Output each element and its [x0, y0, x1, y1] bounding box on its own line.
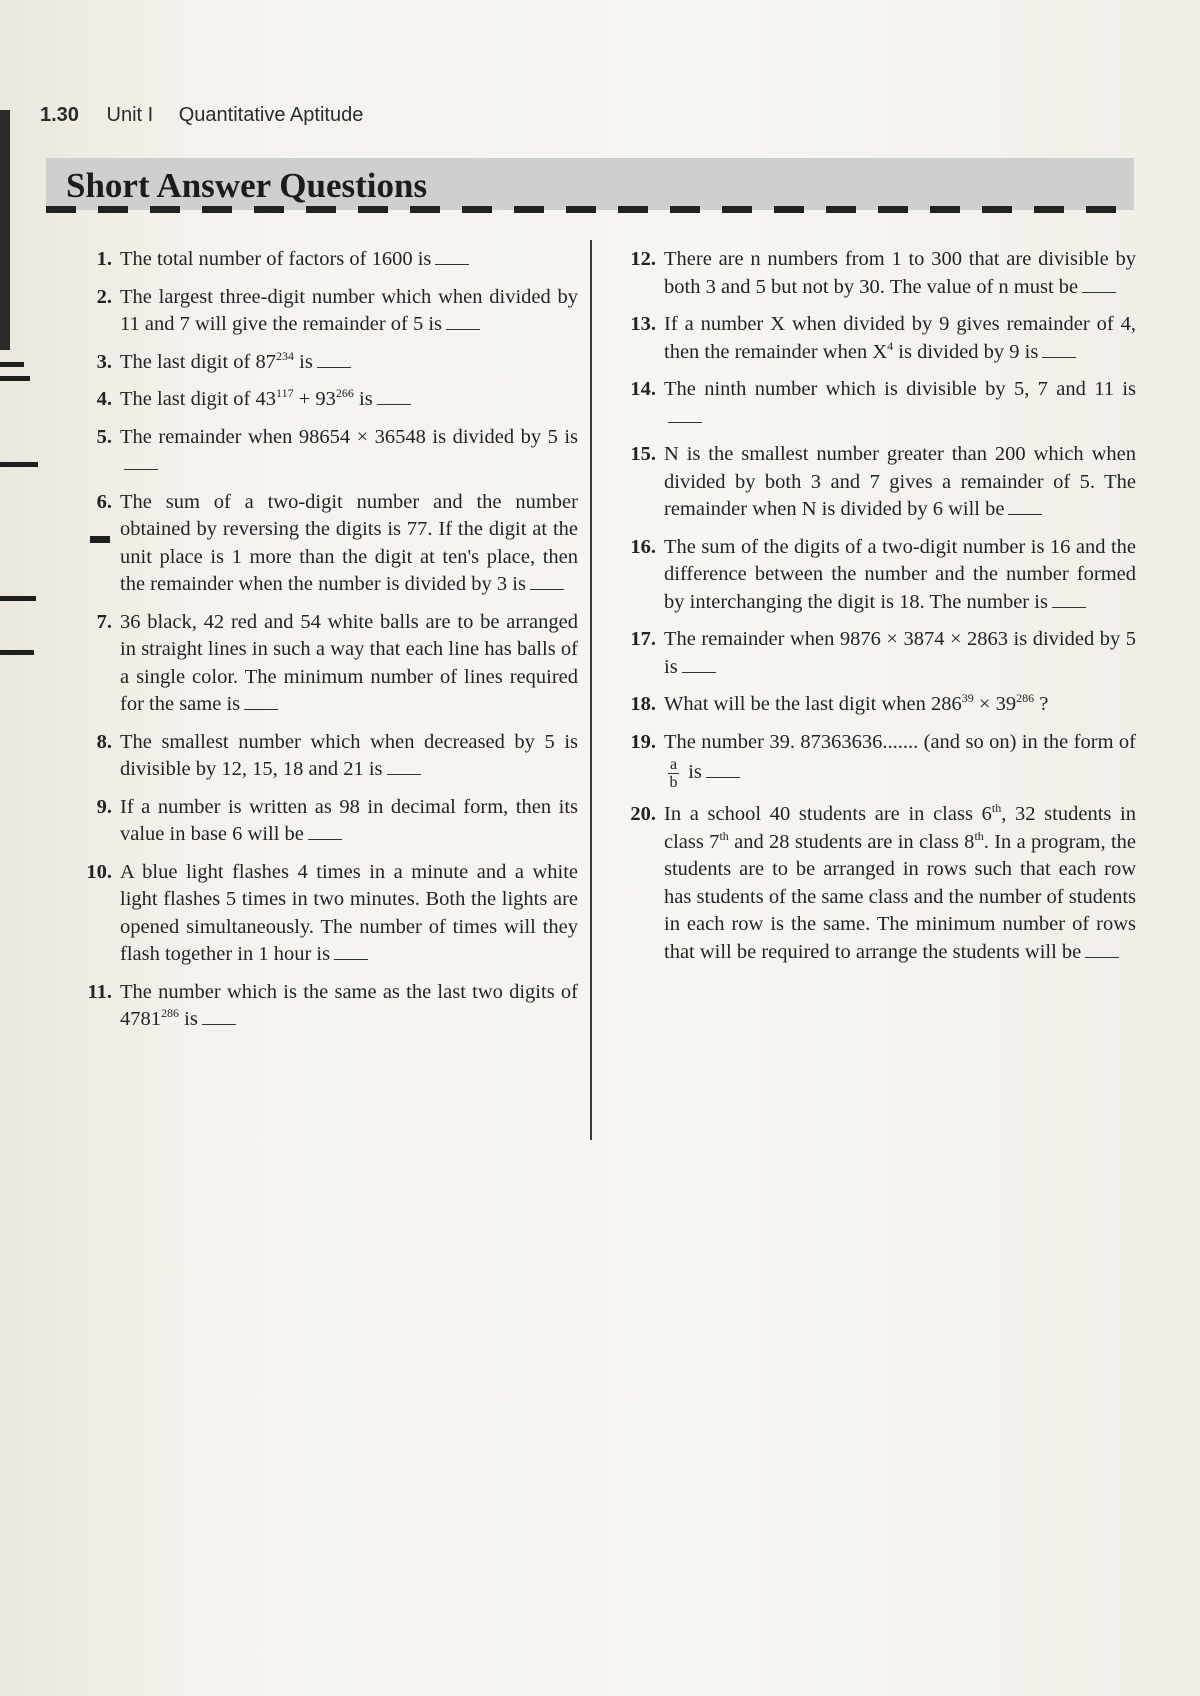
answer-blank [1082, 274, 1116, 293]
section-title: Short Answer Questions [66, 166, 428, 205]
question-17: 17. The remainder when 9876 × 3874 × 2863 is divided by 5 is [630, 628, 1136, 678]
question-8: 8. The smallest number which when decreased by 5 is divisible by 12, 15, 18 and 21 is [96, 730, 578, 780]
page-number: 1.30 [40, 104, 79, 126]
column-divider [590, 240, 592, 1140]
question-13: 13. If a number X when divided by 9 gives remainder of 4, then the remainder when $X^4$ is divided by 9 is [630, 313, 1136, 363]
edge-mark [0, 462, 38, 467]
answer-blank [530, 571, 564, 590]
answer-blank [435, 246, 469, 265]
subject-label: Quantitative Aptitude [178, 104, 364, 126]
question-16: 16. The sum of the digits of a two-digit number is 16 and the difference between the number and the number formed by interchanging the digit is 18. The number is [630, 535, 1136, 613]
right-column [612, 246, 1136, 976]
fraction-a-over-b: $\frac{a}{b}$ [669, 756, 678, 791]
running-header [40, 104, 363, 127]
answer-blank [1052, 589, 1086, 608]
question-1: 1. The total number of factors of 1600 is [78, 246, 578, 274]
page-edge-shadow [0, 110, 10, 350]
question-3: 3. The last digit of $87^{234}$ is [78, 349, 578, 377]
answer-blank [387, 756, 421, 775]
answer-blank [446, 311, 480, 330]
question-7: 7. 36 black, 42 red and 54 white balls are to be arranged in straight lines in such a way that each line has balls of a single color. The minimum number of lines required for the same is [96, 610, 578, 715]
answer-blank [124, 451, 158, 470]
left-column [78, 246, 578, 1044]
answer-blank [308, 821, 342, 840]
question-20: 20. In a school 40 students are in class 6th, 32 students in class 7th and 28 students are in class 8th. In a program, the students are to be arranged in rows such that each row has students of the same class and the number of students in each row is the same. The minimum number of rows that will be required to arrange the students will be [630, 801, 1137, 963]
question-19: 19. The number 39. 87363636....... (and so on) in the form of $\frac{a}{b}$ is [630, 730, 1136, 791]
dashed-rule [46, 206, 1134, 213]
question-14: 14. The ninth number which is divisible by 5, 7 and 11 is [612, 376, 1136, 431]
answer-blank [377, 386, 411, 405]
question-11: 11. The number which is the same as the last two digits of 4781$^{286}$ is [87, 980, 578, 1030]
answer-blank [1085, 939, 1119, 958]
edge-mark [0, 362, 24, 367]
answer-blank [334, 941, 368, 960]
answer-blank [682, 654, 716, 673]
answer-blank [1008, 496, 1042, 515]
question-12: 12. There are n numbers from 1 to 300 that are divisible by both 3 and 5 but not by 30. The value of n must be [630, 248, 1136, 298]
answer-blank [202, 1006, 236, 1025]
question-10: 10. A blue light flashes 4 times in a minute and a white light flashes 5 times in two minutes. Both the lights are opened simultaneously. The number of times will they flash together in 1 hour is [86, 860, 578, 965]
question-4: 4. The last digit of $43^{117} + 93^{266}$ is [78, 386, 578, 414]
question-5: 5. The remainder when 98654 × 36548 is divided by 5 is [78, 424, 578, 479]
edge-mark [0, 376, 30, 381]
edge-mark [0, 596, 36, 601]
question-18: 18. What will be the last digit when $286^{39} \times 39^{286}$ ? [630, 691, 1049, 715]
question-6: 6. The sum of a two-digit number and the number obtained by reversing the digits is 77. If the digit at the unit place is 1 more than the digit at ten's place, then the remainder when the number is divided by 3 is [96, 490, 578, 595]
edge-mark [0, 650, 34, 655]
answer-blank [1042, 339, 1076, 358]
question-2: 2. The largest three-digit number which when divided by 11 and 7 will give the remainder of 5 is [96, 285, 578, 335]
question-15: 15. N is the smallest number greater than 200 which when divided by both 3 and 7 gives a remainder of 5. The remainder when N is divided by 6 will be [630, 443, 1136, 520]
answer-blank [244, 691, 278, 710]
answer-blank [668, 404, 702, 423]
unit-label: Unit I [106, 104, 154, 126]
question-9: 9. If a number is written as 98 in decimal form, then its value in base 6 will be [96, 795, 578, 845]
answer-blank [706, 759, 740, 778]
answer-blank [317, 349, 351, 368]
